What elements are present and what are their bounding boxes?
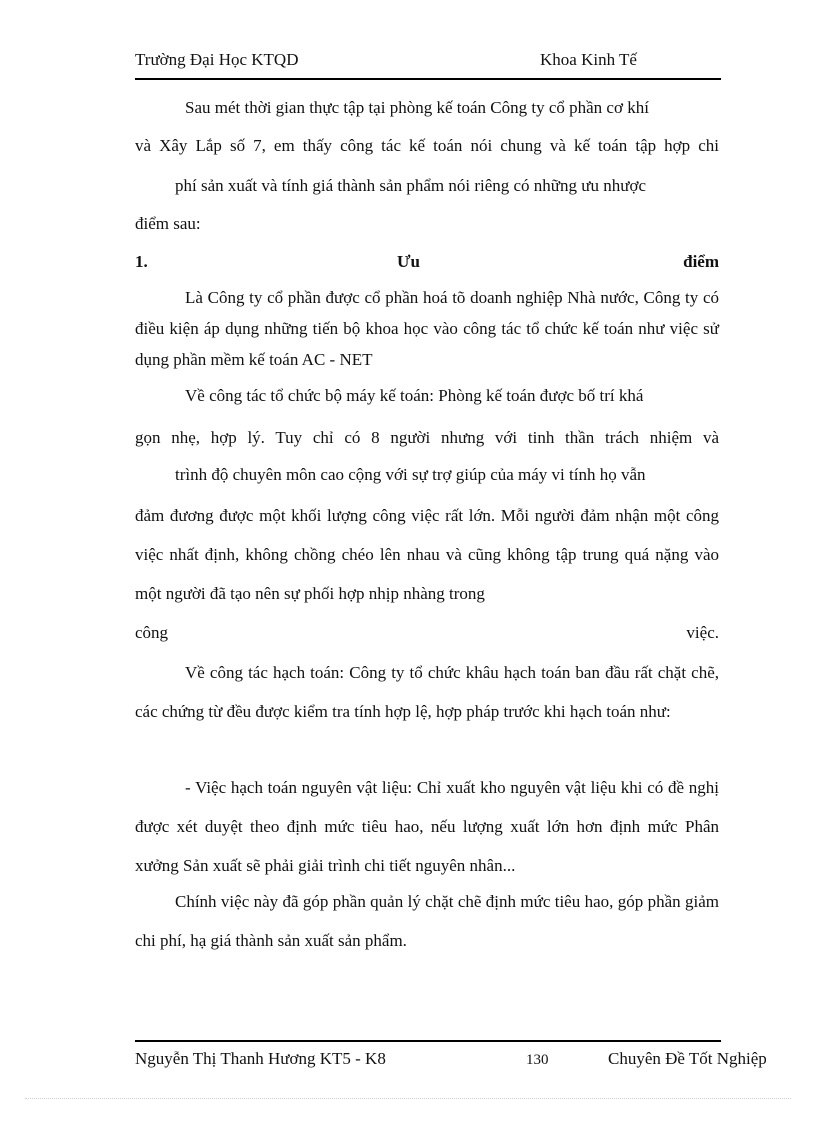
last-line-left: công [135,623,169,642]
section-heading [135,250,719,276]
paragraph-org-rest: đảm đương được một khối lượng công việc rất lớn. Mỗi người đảm nhận một công việc nhất định, không chồng chéo lên nhau và cũng không tập trung quá nặng vào một người đã tạo nên sự phối hợp nhịp nhàng trong [135,506,719,603]
footer-rule [135,1040,721,1044]
paragraph-org-line-1: Về công tác tổ chức bộ máy kế toán: Phòng kế toán được bố trí khá [185,386,644,405]
paragraph-org-line-3: trình độ chuyên môn cao cộng với sự trợ giúp của máy vi tính họ vẫn [175,465,646,484]
header-faculty: Khoa Kinh Tế [540,50,637,69]
page-header [135,48,721,80]
header-school: Trường Đại Học KTQD [135,50,299,69]
heading-number: 1. [135,252,148,271]
footer-title: Chuyên Đề Tốt Nghiệp [608,1049,767,1068]
last-line-right: việc. [686,623,719,642]
paragraph-org-line-2: gọn nhẹ, hợp lý. Tuy chỉ có 8 người nhưng với tinh thần trách nhiệm và [135,428,719,447]
intro-line-3: phí sản xuất và tính giá thành sản phẩm nói riêng có những ưu nhược [175,176,646,195]
page-number: 130 [526,1052,549,1068]
paragraph-org-last-line [135,613,719,652]
paragraph-advantages: Là Công ty cổ phần được cổ phần hoá tõ doanh nghiệp Nhà nước, Công ty có điều kiện áp dụng những tiến bộ khoa học vào công tác tổ chức kế toán như việc sử dụng phần mềm kế toán AC - NET [135,288,719,369]
intro-line-4: điểm sau: [135,214,201,233]
heading-word-1: Ưu [397,252,420,271]
heading-word-2: điểm [683,252,719,271]
paragraph-accounting: Về công tác hạch toán: Công ty tổ chức khâu hạch toán ban đầu rất chặt chẽ, các chứng từ đều được kiểm tra tính hợp lệ, hợp pháp trước khi hạch toán như: [135,663,719,721]
paragraph-conclusion: Chính việc này đã góp phần quản lý chặt chẽ định mức tiêu hao, góp phần giảm chi phí, hạ giá thành sản xuất sản phẩm. [135,892,719,950]
footer-author: Nguyễn Thị Thanh Hương KT5 - K8 [135,1049,386,1068]
bottom-dotted-border [25,1098,791,1099]
intro-line-2: và Xây Lắp số 7, em thấy công tác kế toán nói chung và kế toán tập hợp chi [135,136,719,155]
intro-line-1: Sau mét thời gian thực tập tại phòng kế toán Công ty cổ phần cơ khí [185,98,649,117]
paragraph-materials: - Việc hạch toán nguyên vật liệu: Chỉ xuất kho nguyên vật liệu khi có đề nghị được xét duyệt theo định mức tiêu hao, nếu lượng xuất lớn hơn định mức Phân xưởng Sản xuất sẽ phải giải trình chi tiết nguyên nhân... [135,778,719,875]
